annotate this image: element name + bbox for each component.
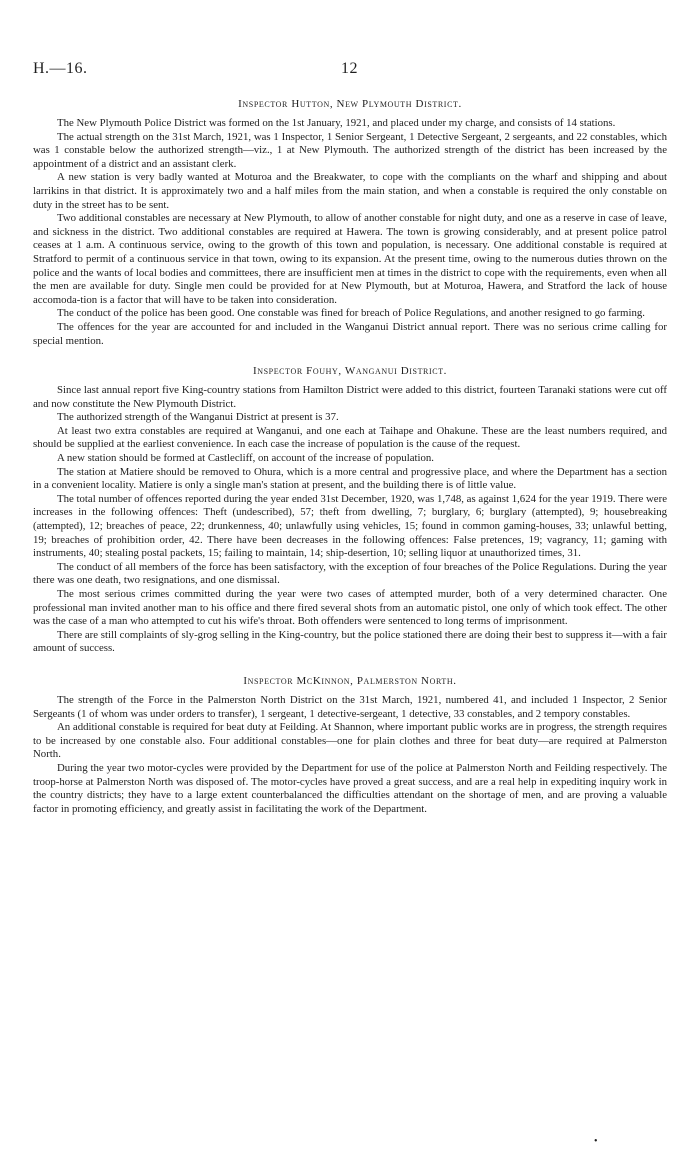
paragraph: The strength of the Force in the Palmerston North District on the 31st March, 1921, numbered 41, and included 1 Inspector, 2 Senior Sergeants (1 of whom was under orders to transfer), 1 sergeant, 1 detective-sergeant, 1 detective, 33 constables, and 2 tempory constables. [33,693,667,720]
section-palmerston-north [33,675,667,816]
paragraph: At least two extra constables are required at Wanganui, and one each at Taihape and Ohakune. These are the least numbers required, and should be supplied at the earliest convenience. In each case the increase of population is the cause of the request. [33,424,667,451]
section-heading: Inspector Fouhy, Wanganui District. [252,365,448,378]
paragraph: There are still complaints of sly-grog selling in the King-country, but the police stationed there are doing their best to suppress it—with a fair amount of success. [33,628,667,655]
paragraph: The most serious crimes committed during the year were two cases of attempted murder, both of a very determined character. One professional man invited another man to his office and there fired several shots from an automatic pistol, one only of which took effect. The other was the case of a man who attempted to cut his wife's throat. Both offenders were sentenced to long terms of imprisonment. [33,588,667,628]
section-new-plymouth [33,98,667,348]
paragraph: The total number of offences reported during the year ended 31st December, 1920, was 1,748, as against 1,624 for the year 1919. There were increases in the following offences: Theft (undescribed), 57; theft from dwelling, 7; burglary, 6; burglary (attempted), 9; housebreaking (attempted), 12; breaches of peace, 22; drunkenness, 40; unlawfully using vehicles, 15; found in common gaming-houses, 33; unlawful betting, 19; breaches of prohibition order, 42. There have been decreases in the following offences: False pretences, 19; vagrancy, 11; gaming with instruments, 40; stealing postal packets, 15; failing to maintain, 14; ship-desertion, 10; selling liquor at unauthorized times, 31. [33,492,667,560]
paragraph: During the year two motor-cycles were provided by the Department for use of the police at Palmerston North and Feilding respectively. The troop-horse at Palmerston North was disposed of. The motor-cycles have proved a great success, and are a real help in expediting inquiry work in the country districts; they have to a large extent counterbalanced the difficulties attendant on the shortage of men, and are proving a valuable factor in promoting efficiency, and greatly assist in facilitating the work of the Department. [33,761,667,815]
paragraph: A new station should be formed at Castlecliff, on account of the increase of population. [57,452,434,465]
paragraph: Two additional constables are necessary at New Plymouth, to allow of another constable for night duty, and one as a reserve in case of leave, and sickness in the district. Two additional constables are required at Hawera. The town is growing considerably, and at present police patrol ceases at 1 a.m. A continuous service, owing to the growth of this town and population, is necessary. One additional constable is required at Stratford to permit of a continuous service in that town, owing to its expansion. At the present time, owing to the numerous duties thrown on the police and the wants of local bodies and committees, there are insufficient men at times in the district to cope with the requirements, even when all the men are available for duty. Single men could be provided for at New Plymouth, but at Moturoa, Hawera, and Stratford the lack of house accomoda-tion is a factor that will have to be taken into consideration. [33,212,667,306]
document-code: H.—16. [33,60,88,77]
paragraph: The New Plymouth Police District was formed on the 1st January, 1921, and placed under my charge, and consists of 14 stations. [57,117,616,129]
section-heading: Inspector Hutton, New Plymouth District. [238,98,462,110]
page-header [33,60,667,86]
page-number: 12 [341,60,358,77]
paragraph: The authorized strength of the Wanganui District at present is 37. [57,411,339,424]
paragraph: The conduct of all members of the force has been satisfactory, with the exception of four breaches of the Police Regulations. During the year there was one death, two resignations, and one dismissal. [33,560,667,587]
paragraph: An additional constable is required for beat duty at Feilding. At Shannon, where important public works are in progress, the strength requires to be increased by one constable also. Four additional constables—one for plain clothes and three for beat duty—are required at Palmerston North. [33,721,667,761]
document-page [33,60,667,816]
paragraph: A new station is very badly wanted at Moturoa and the Breakwater, to cope with the compliants on the wharf and shipping and about larrikins in that district. It is approximately two and a half miles from the main station, and when a constable is required the only constable on duty in the street has to be sent. [33,171,667,211]
paragraph: The offences for the year are accounted for and included in the Wanganui District annual report. There was no serious crime calling for special mention. [33,320,667,347]
stray-mark: • [594,1136,598,1147]
paragraph: The actual strength on the 31st March, 1921, was 1 Inspector, 1 Senior Sergeant, 1 Detective Sergeant, 2 sergeants, and 22 constables, which was 1 constable below the authorized strength—viz., 1 at New Plymouth. The authorized strength of the district has been increased by the appointment of a district and an assistant clerk. [33,130,667,170]
paragraph: The station at Matiere should be removed to Ohura, which is a more central and progressive place, and where the Department has a section in a convenient locality. Matiere is only a single man's station at present, and the building there is of little value. [33,465,667,492]
paragraph: The conduct of the police has been good. One constable was fined for breach of Police Regulations, and another resigned to go farming. [57,307,645,320]
paragraph: Since last annual report five King-country stations from Hamilton District were added to this district, fourteen Taranaki stations were cut off and now constitute the New Plymouth District. [33,384,667,410]
section-wanganui [33,365,667,656]
section-heading: Inspector McKinnon, Palmerston North. [243,674,457,687]
